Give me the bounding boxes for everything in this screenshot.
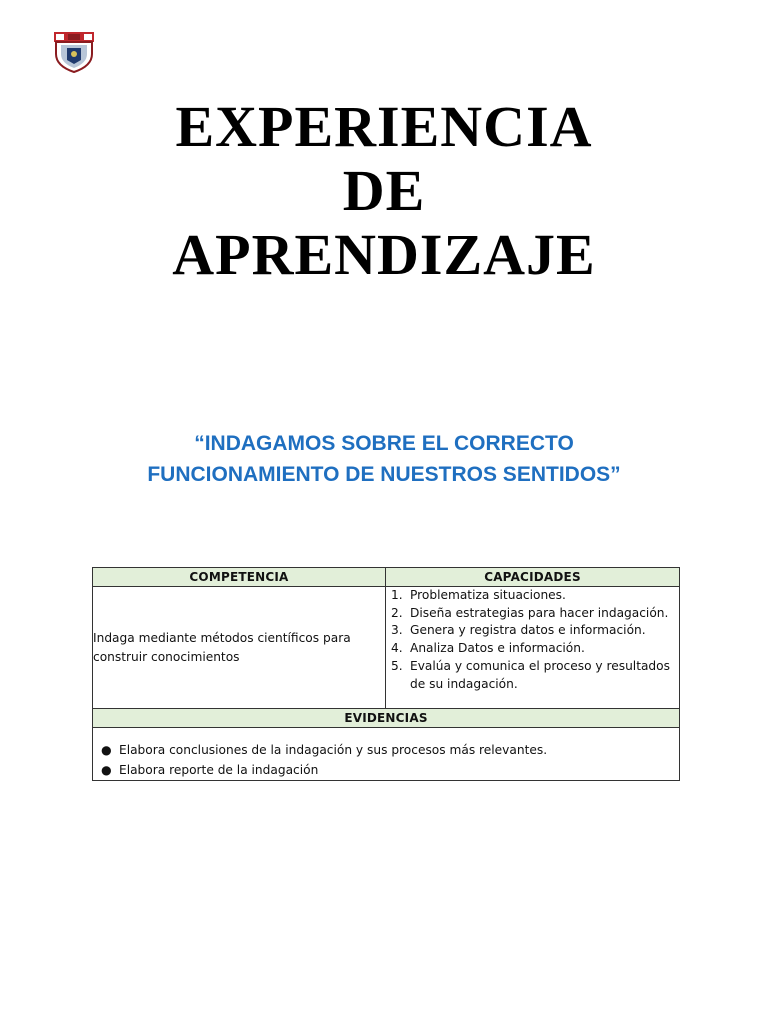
capacidades-list xyxy=(386,587,679,693)
evidencia-item xyxy=(101,741,675,761)
title-line-2: DE xyxy=(342,158,426,223)
evidencia-text: Elabora reporte de la indagación xyxy=(119,762,319,777)
competency-table xyxy=(92,567,680,781)
bullet-icon: ● xyxy=(101,743,112,757)
evidencias-list xyxy=(93,728,679,780)
title-line-3: APRENDIZAJE xyxy=(172,222,596,287)
capacidad-item xyxy=(391,658,675,693)
evidencias-header: EVIDENCIAS xyxy=(93,709,680,728)
capacidad-number: 2. xyxy=(391,605,403,620)
capacidad-text: Diseña estrategias para hacer indagación. xyxy=(410,605,669,620)
activity-title-line-1: “INDAGAMOS SOBRE EL CORRECTO xyxy=(194,432,574,455)
school-crest-icon xyxy=(52,30,96,74)
evidencias-cell xyxy=(93,728,680,781)
capacidades-cell xyxy=(386,587,680,709)
competencia-text: Indaga mediante métodos científicos para construir conocimientos xyxy=(93,587,386,709)
capacidad-item xyxy=(391,640,675,658)
capacidad-number: 4. xyxy=(391,641,403,656)
capacidad-text: Problematiza situaciones. xyxy=(410,588,566,602)
bullet-icon: ● xyxy=(101,762,112,777)
capacidad-item xyxy=(391,622,675,640)
capacidad-item xyxy=(391,605,675,623)
title-line-1: EXPERIENCIA xyxy=(175,94,593,159)
capacidades-header: CAPACIDADES xyxy=(386,568,680,587)
capacidad-text: Analiza Datos e información. xyxy=(410,641,585,656)
activity-title xyxy=(0,428,768,490)
capacidad-number: 3. xyxy=(391,623,403,638)
document-title xyxy=(0,95,768,287)
capacidad-number: 5. xyxy=(391,658,403,673)
capacidad-text: Genera y registra datos e información. xyxy=(410,623,646,638)
activity-title-line-2: FUNCIONAMIENTO DE NUESTROS SENTIDOS” xyxy=(147,463,621,486)
capacidad-text: Evalúa y comunica el proceso y resultados de su indagación. xyxy=(410,658,670,691)
capacidad-number: 1. xyxy=(391,588,403,602)
evidencia-text: Elabora conclusiones de la indagación y sus procesos más relevantes. xyxy=(119,743,548,757)
evidencia-item xyxy=(101,761,675,781)
competencia-header: COMPETENCIA xyxy=(93,568,386,587)
capacidad-item xyxy=(391,587,675,605)
